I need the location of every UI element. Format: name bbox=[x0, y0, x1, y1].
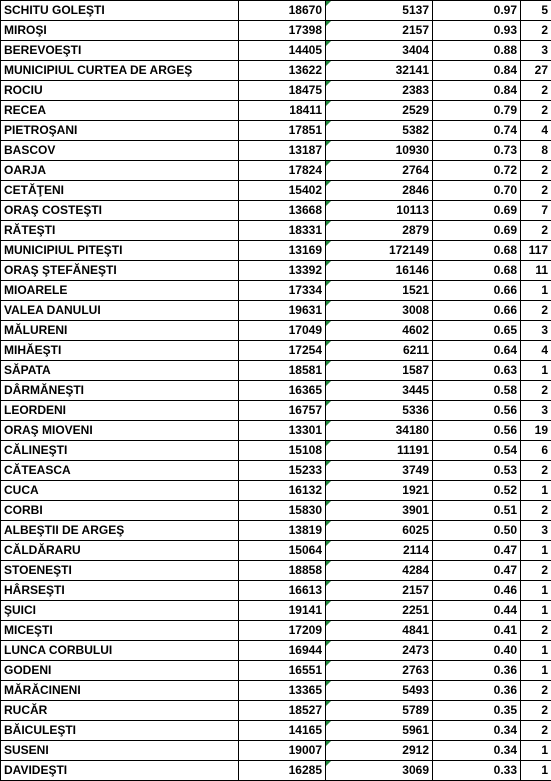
rate-cell[interactable]: 0.54 bbox=[433, 441, 521, 461]
code-cell[interactable]: 18670 bbox=[239, 1, 326, 21]
count-cell[interactable]: 2 bbox=[521, 161, 551, 181]
table-row bbox=[1, 641, 551, 661]
rate-cell[interactable]: 0.44 bbox=[433, 601, 521, 621]
code-cell[interactable]: 18581 bbox=[239, 361, 326, 381]
table-row bbox=[1, 221, 551, 241]
table-row bbox=[1, 581, 551, 601]
population-cell[interactable]: 3069 bbox=[326, 761, 433, 781]
table-row bbox=[1, 101, 551, 121]
count-cell[interactable]: 1 bbox=[521, 601, 551, 621]
table-row bbox=[1, 341, 551, 361]
code-cell[interactable]: 18475 bbox=[239, 81, 326, 101]
code-cell[interactable]: 13365 bbox=[239, 681, 326, 701]
locality-name-cell[interactable]: BEREVOEŞTI bbox=[1, 41, 239, 61]
rate-cell[interactable]: 0.84 bbox=[433, 61, 521, 81]
population-cell[interactable]: 2529 bbox=[326, 101, 433, 121]
spreadsheet-body bbox=[1, 1, 551, 781]
rate-cell[interactable]: 0.58 bbox=[433, 381, 521, 401]
code-cell[interactable]: 18527 bbox=[239, 701, 326, 721]
locality-name-cell[interactable]: BĂICULEŞTI bbox=[1, 721, 239, 741]
locality-name-cell[interactable]: CĂTEASCA bbox=[1, 461, 239, 481]
rate-cell[interactable]: 0.51 bbox=[433, 501, 521, 521]
count-cell[interactable]: 1 bbox=[521, 541, 551, 561]
code-cell[interactable]: 15233 bbox=[239, 461, 326, 481]
population-cell[interactable]: 5336 bbox=[326, 401, 433, 421]
code-cell[interactable]: 16365 bbox=[239, 381, 326, 401]
code-cell[interactable]: 13301 bbox=[239, 421, 326, 441]
table-row bbox=[1, 121, 551, 141]
table-row bbox=[1, 161, 551, 181]
locality-name-cell[interactable]: MUNICIPIUL PITEŞTI bbox=[1, 241, 239, 261]
population-cell[interactable]: 5382 bbox=[326, 121, 433, 141]
locality-name-cell[interactable]: ORAŞ COSTEŞTI bbox=[1, 201, 239, 221]
count-cell[interactable]: 1 bbox=[521, 281, 551, 301]
table-row bbox=[1, 21, 551, 41]
count-cell[interactable]: 2 bbox=[521, 681, 551, 701]
rate-cell[interactable]: 0.36 bbox=[433, 681, 521, 701]
count-cell[interactable]: 4 bbox=[521, 121, 551, 141]
population-cell[interactable]: 2157 bbox=[326, 581, 433, 601]
rate-cell[interactable]: 0.66 bbox=[433, 281, 521, 301]
count-cell[interactable]: 1 bbox=[521, 661, 551, 681]
locality-name-cell[interactable]: PIETROŞANI bbox=[1, 121, 239, 141]
rate-cell[interactable]: 0.63 bbox=[433, 361, 521, 381]
locality-name-cell[interactable]: ROCIU bbox=[1, 81, 239, 101]
rate-cell[interactable]: 0.36 bbox=[433, 661, 521, 681]
code-cell[interactable]: 14165 bbox=[239, 721, 326, 741]
rate-cell[interactable]: 0.68 bbox=[433, 241, 521, 261]
population-cell[interactable]: 5961 bbox=[326, 721, 433, 741]
locality-name-cell[interactable]: HÂRSEŞTI bbox=[1, 581, 239, 601]
locality-name-cell[interactable]: LUNCA CORBULUI bbox=[1, 641, 239, 661]
count-cell[interactable]: 2 bbox=[521, 701, 551, 721]
table-row bbox=[1, 421, 551, 441]
rate-cell[interactable]: 0.35 bbox=[433, 701, 521, 721]
population-cell[interactable]: 11191 bbox=[326, 441, 433, 461]
population-cell[interactable]: 34180 bbox=[326, 421, 433, 441]
locality-name-cell[interactable]: DAVIDEŞTI bbox=[1, 761, 239, 781]
count-cell[interactable]: 1 bbox=[521, 761, 551, 781]
count-cell[interactable]: 2 bbox=[521, 21, 551, 41]
rate-cell[interactable]: 0.93 bbox=[433, 21, 521, 41]
population-cell[interactable]: 1587 bbox=[326, 361, 433, 381]
count-cell[interactable]: 2 bbox=[521, 721, 551, 741]
rate-cell[interactable]: 0.97 bbox=[433, 1, 521, 21]
code-cell[interactable]: 19007 bbox=[239, 741, 326, 761]
count-cell[interactable]: 8 bbox=[521, 141, 551, 161]
table-row bbox=[1, 481, 551, 501]
table-row bbox=[1, 541, 551, 561]
code-cell[interactable]: 16551 bbox=[239, 661, 326, 681]
table-row bbox=[1, 721, 551, 741]
locality-name-cell[interactable]: BASCOV bbox=[1, 141, 239, 161]
population-cell[interactable]: 6211 bbox=[326, 341, 433, 361]
count-cell[interactable]: 2 bbox=[521, 101, 551, 121]
table-row bbox=[1, 81, 551, 101]
count-cell[interactable]: 5 bbox=[521, 1, 551, 21]
table-row bbox=[1, 181, 551, 201]
code-cell[interactable]: 16285 bbox=[239, 761, 326, 781]
code-cell[interactable]: 13622 bbox=[239, 61, 326, 81]
locality-name-cell[interactable]: MIROŞI bbox=[1, 21, 239, 41]
population-cell[interactable]: 2383 bbox=[326, 81, 433, 101]
population-cell[interactable]: 10930 bbox=[326, 141, 433, 161]
locality-name-cell[interactable]: LEORDENI bbox=[1, 401, 239, 421]
code-cell[interactable]: 18331 bbox=[239, 221, 326, 241]
population-cell[interactable]: 2763 bbox=[326, 661, 433, 681]
rate-cell[interactable]: 0.53 bbox=[433, 461, 521, 481]
rate-cell[interactable]: 0.74 bbox=[433, 121, 521, 141]
locality-name-cell[interactable]: VALEA DANULUI bbox=[1, 301, 239, 321]
locality-name-cell[interactable]: RUCĂR bbox=[1, 701, 239, 721]
table-row bbox=[1, 401, 551, 421]
code-cell[interactable]: 19631 bbox=[239, 301, 326, 321]
rate-cell[interactable]: 0.47 bbox=[433, 541, 521, 561]
rate-cell[interactable]: 0.65 bbox=[433, 321, 521, 341]
rate-cell[interactable]: 0.40 bbox=[433, 641, 521, 661]
population-cell[interactable]: 1921 bbox=[326, 481, 433, 501]
locality-name-cell[interactable]: OARJA bbox=[1, 161, 239, 181]
population-cell[interactable]: 32141 bbox=[326, 61, 433, 81]
code-cell[interactable]: 18411 bbox=[239, 101, 326, 121]
count-cell[interactable]: 1 bbox=[521, 361, 551, 381]
rate-cell[interactable]: 0.34 bbox=[433, 741, 521, 761]
count-cell[interactable]: 117 bbox=[521, 241, 551, 261]
rate-cell[interactable]: 0.56 bbox=[433, 421, 521, 441]
locality-name-cell[interactable]: MĂLURENI bbox=[1, 321, 239, 341]
population-cell[interactable]: 4602 bbox=[326, 321, 433, 341]
count-cell[interactable]: 2 bbox=[521, 301, 551, 321]
table-row bbox=[1, 661, 551, 681]
table-row bbox=[1, 561, 551, 581]
rate-cell[interactable]: 0.33 bbox=[433, 761, 521, 781]
locality-name-cell[interactable]: SĂPATA bbox=[1, 361, 239, 381]
table-row bbox=[1, 381, 551, 401]
table-row bbox=[1, 681, 551, 701]
table-row bbox=[1, 741, 551, 761]
locality-name-cell[interactable]: SCHITU GOLEŞTI bbox=[1, 1, 239, 21]
locality-name-cell[interactable]: MIHĂEŞTI bbox=[1, 341, 239, 361]
table-row bbox=[1, 61, 551, 81]
population-cell[interactable]: 1521 bbox=[326, 281, 433, 301]
population-cell[interactable]: 3901 bbox=[326, 501, 433, 521]
population-cell[interactable]: 2912 bbox=[326, 741, 433, 761]
rate-cell[interactable]: 0.70 bbox=[433, 181, 521, 201]
table-row bbox=[1, 261, 551, 281]
table-row bbox=[1, 701, 551, 721]
locality-name-cell[interactable]: DÂRMĂNEŞTI bbox=[1, 381, 239, 401]
population-cell[interactable]: 5789 bbox=[326, 701, 433, 721]
count-cell[interactable]: 2 bbox=[521, 461, 551, 481]
count-cell[interactable]: 2 bbox=[521, 501, 551, 521]
count-cell[interactable]: 2 bbox=[521, 381, 551, 401]
population-cell[interactable]: 2846 bbox=[326, 181, 433, 201]
count-cell[interactable]: 1 bbox=[521, 641, 551, 661]
rate-cell[interactable]: 0.64 bbox=[433, 341, 521, 361]
code-cell[interactable]: 13187 bbox=[239, 141, 326, 161]
table-row bbox=[1, 601, 551, 621]
rate-cell[interactable]: 0.73 bbox=[433, 141, 521, 161]
population-cell[interactable]: 2251 bbox=[326, 601, 433, 621]
code-cell[interactable]: 17049 bbox=[239, 321, 326, 341]
code-cell[interactable]: 17398 bbox=[239, 21, 326, 41]
count-cell[interactable]: 2 bbox=[521, 221, 551, 241]
table-row bbox=[1, 41, 551, 61]
rate-cell[interactable]: 0.68 bbox=[433, 261, 521, 281]
population-cell[interactable]: 5137 bbox=[326, 1, 433, 21]
locality-name-cell[interactable]: ORAŞ ŞTEFĂNEŞTI bbox=[1, 261, 239, 281]
table-row bbox=[1, 241, 551, 261]
rate-cell[interactable]: 0.52 bbox=[433, 481, 521, 501]
count-cell[interactable]: 4 bbox=[521, 341, 551, 361]
rate-cell[interactable]: 0.56 bbox=[433, 401, 521, 421]
code-cell[interactable]: 17334 bbox=[239, 281, 326, 301]
table-row bbox=[1, 441, 551, 461]
locality-name-cell[interactable]: ALBEŞTII DE ARGEŞ bbox=[1, 521, 239, 541]
code-cell[interactable]: 13392 bbox=[239, 261, 326, 281]
table-row bbox=[1, 301, 551, 321]
locality-name-cell[interactable]: RĂTEŞTI bbox=[1, 221, 239, 241]
code-cell[interactable]: 15830 bbox=[239, 501, 326, 521]
count-cell[interactable]: 2 bbox=[521, 561, 551, 581]
table-row bbox=[1, 621, 551, 641]
locality-name-cell[interactable]: STOENEŞTI bbox=[1, 561, 239, 581]
population-cell[interactable]: 5493 bbox=[326, 681, 433, 701]
locality-name-cell[interactable]: CĂLINEŞTI bbox=[1, 441, 239, 461]
count-cell[interactable]: 2 bbox=[521, 181, 551, 201]
table-row bbox=[1, 321, 551, 341]
count-cell[interactable]: 1 bbox=[521, 581, 551, 601]
locality-name-cell[interactable]: GODENI bbox=[1, 661, 239, 681]
population-cell[interactable]: 3404 bbox=[326, 41, 433, 61]
code-cell[interactable]: 14405 bbox=[239, 41, 326, 61]
rate-cell[interactable]: 0.66 bbox=[433, 301, 521, 321]
code-cell[interactable]: 17209 bbox=[239, 621, 326, 641]
population-cell[interactable]: 4841 bbox=[326, 621, 433, 641]
rate-cell[interactable]: 0.79 bbox=[433, 101, 521, 121]
locality-name-cell[interactable]: CORBI bbox=[1, 501, 239, 521]
locality-name-cell[interactable]: SUSENI bbox=[1, 741, 239, 761]
code-cell[interactable]: 13819 bbox=[239, 521, 326, 541]
table-row bbox=[1, 361, 551, 381]
rate-cell[interactable]: 0.46 bbox=[433, 581, 521, 601]
locality-name-cell[interactable]: MĂRĂCINENI bbox=[1, 681, 239, 701]
code-cell[interactable]: 17824 bbox=[239, 161, 326, 181]
population-cell[interactable]: 172149 bbox=[326, 241, 433, 261]
population-cell[interactable]: 2473 bbox=[326, 641, 433, 661]
population-cell[interactable]: 3008 bbox=[326, 301, 433, 321]
locality-name-cell[interactable]: MUNICIPIUL CURTEA DE ARGEŞ bbox=[1, 61, 239, 81]
count-cell[interactable]: 3 bbox=[521, 401, 551, 421]
table-row bbox=[1, 281, 551, 301]
code-cell[interactable]: 16757 bbox=[239, 401, 326, 421]
rate-cell[interactable]: 0.88 bbox=[433, 41, 521, 61]
code-cell[interactable]: 16944 bbox=[239, 641, 326, 661]
table-row bbox=[1, 521, 551, 541]
rate-cell[interactable]: 0.50 bbox=[433, 521, 521, 541]
population-cell[interactable]: 3749 bbox=[326, 461, 433, 481]
rate-cell[interactable]: 0.34 bbox=[433, 721, 521, 741]
code-cell[interactable]: 13169 bbox=[239, 241, 326, 261]
locality-name-cell[interactable]: CUCA bbox=[1, 481, 239, 501]
rate-cell[interactable]: 0.69 bbox=[433, 221, 521, 241]
count-cell[interactable]: 11 bbox=[521, 261, 551, 281]
code-cell[interactable]: 13668 bbox=[239, 201, 326, 221]
population-cell[interactable]: 2879 bbox=[326, 221, 433, 241]
population-cell[interactable]: 2764 bbox=[326, 161, 433, 181]
count-cell[interactable]: 7 bbox=[521, 201, 551, 221]
count-cell[interactable]: 1 bbox=[521, 741, 551, 761]
count-cell[interactable]: 6 bbox=[521, 441, 551, 461]
code-cell[interactable]: 17851 bbox=[239, 121, 326, 141]
count-cell[interactable]: 3 bbox=[521, 321, 551, 341]
locality-name-cell[interactable]: RECEA bbox=[1, 101, 239, 121]
code-cell[interactable]: 16613 bbox=[239, 581, 326, 601]
table-row bbox=[1, 501, 551, 521]
code-cell[interactable]: 17254 bbox=[239, 341, 326, 361]
population-cell[interactable]: 2114 bbox=[326, 541, 433, 561]
code-cell[interactable]: 15064 bbox=[239, 541, 326, 561]
population-cell[interactable]: 4284 bbox=[326, 561, 433, 581]
locality-name-cell[interactable]: ORAŞ MIOVENI bbox=[1, 421, 239, 441]
locality-name-cell[interactable]: ŞUICI bbox=[1, 601, 239, 621]
rate-cell[interactable]: 0.72 bbox=[433, 161, 521, 181]
code-cell[interactable]: 15108 bbox=[239, 441, 326, 461]
count-cell[interactable]: 3 bbox=[521, 41, 551, 61]
count-cell[interactable]: 3 bbox=[521, 521, 551, 541]
population-cell[interactable]: 16146 bbox=[326, 261, 433, 281]
population-cell[interactable]: 2157 bbox=[326, 21, 433, 41]
locality-name-cell[interactable]: MICEŞTI bbox=[1, 621, 239, 641]
population-cell[interactable]: 10113 bbox=[326, 201, 433, 221]
locality-name-cell[interactable]: MIOARELE bbox=[1, 281, 239, 301]
table-row bbox=[1, 141, 551, 161]
population-cell[interactable]: 6025 bbox=[326, 521, 433, 541]
count-cell[interactable]: 2 bbox=[521, 81, 551, 101]
locality-name-cell[interactable]: CĂLDĂRARU bbox=[1, 541, 239, 561]
code-cell[interactable]: 15402 bbox=[239, 181, 326, 201]
rate-cell[interactable]: 0.69 bbox=[433, 201, 521, 221]
rate-cell[interactable]: 0.41 bbox=[433, 621, 521, 641]
rate-cell[interactable]: 0.84 bbox=[433, 81, 521, 101]
code-cell[interactable]: 19141 bbox=[239, 601, 326, 621]
count-cell[interactable]: 1 bbox=[521, 481, 551, 501]
code-cell[interactable]: 16132 bbox=[239, 481, 326, 501]
table-row bbox=[1, 461, 551, 481]
count-cell[interactable]: 19 bbox=[521, 421, 551, 441]
table-row bbox=[1, 1, 551, 21]
rate-cell[interactable]: 0.47 bbox=[433, 561, 521, 581]
count-cell[interactable]: 2 bbox=[521, 621, 551, 641]
population-cell[interactable]: 3445 bbox=[326, 381, 433, 401]
table-row bbox=[1, 201, 551, 221]
code-cell[interactable]: 18858 bbox=[239, 561, 326, 581]
count-cell[interactable]: 27 bbox=[521, 61, 551, 81]
locality-name-cell[interactable]: CETĂŢENI bbox=[1, 181, 239, 201]
